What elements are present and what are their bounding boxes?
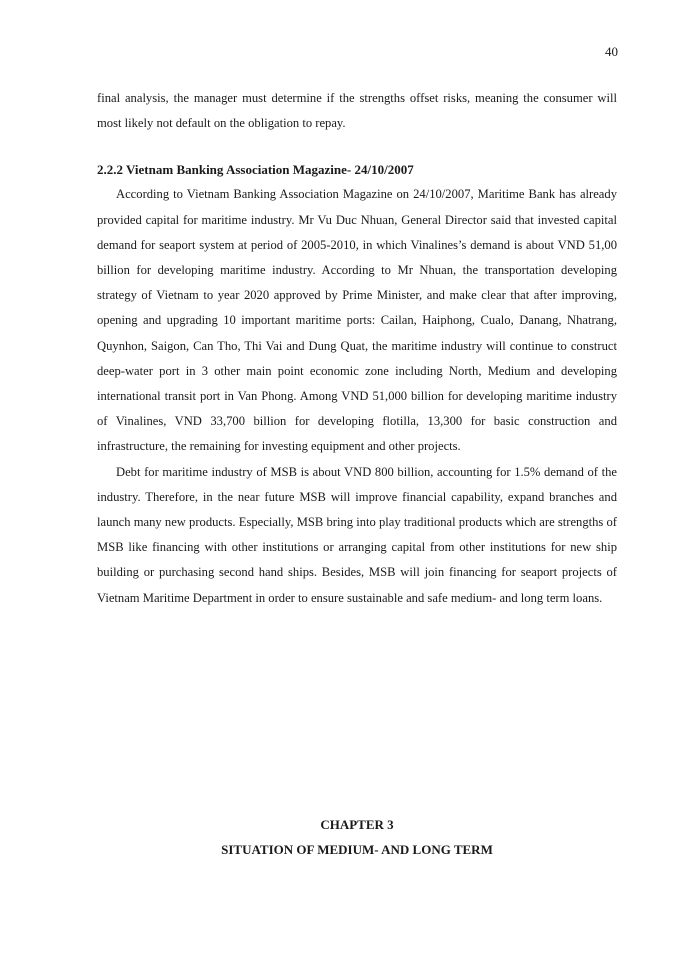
chapter-subtitle: SITUATION OF MEDIUM- AND LONG TERM: [221, 842, 493, 857]
intro-paragraph: final analysis, the manager must determine if the strengths offset risks, meaning the consumer will most likely not default on the obligation to repay.: [97, 91, 617, 131]
page-number: 40: [605, 44, 618, 59]
body-paragraph: According to Vietnam Banking Association Magazine on 24/10/2007, Maritime Bank has already provided capital for maritime industry. Mr Vu Duc Nhuan, General Director said that invested capital demand for seaport system at period of 2005-2010, in which Vinalines’s demand is about VND 51,00 billion for developing maritime industry. According to Mr Nhuan, the transportation developing strategy of Vietnam to year 2020 approved by Prime Minister, and make clear that after improving, opening and upgrading 10 important maritime ports: Cailan, Haiphong, Cualo, Danang, Nhatrang, Quynhon, Saigon, Can Tho, Thi Vai and Dung Quat, the maritime industry will continue to construct deep-water port in 3 other main point economic zone including North, Medium and developing international transit port in Van Phong. Among VND 51,000 billion for developing maritime industry of Vinalines, VND 33,700 billion for developing flotilla, 13,300 for basic construction and infrastructure, the remaining for investing equipment and other projects.: [97, 187, 617, 454]
page-body: [97, 86, 617, 611]
body-paragraph: Debt for maritime industry of MSB is about VND 800 billion, accounting for 1.5% demand of the industry. Therefore, in the near future MSB will improve financial capability, expand branches and launch many new products. Especially, MSB bring into play traditional products which are strengths of MSB like financing with other institutions or arranging capital from other institutions for new ship building or purchasing second hand ships. Besides, MSB will join financing for seaport projects of Vietnam Maritime Department in order to ensure sustainable and safe medium- and long term loans.: [97, 464, 617, 605]
section-heading: 2.2.2 Vietnam Banking Association Magazine- 24/10/2007: [97, 162, 414, 178]
chapter-heading: [97, 812, 617, 862]
chapter-title: CHAPTER 3: [320, 817, 394, 832]
